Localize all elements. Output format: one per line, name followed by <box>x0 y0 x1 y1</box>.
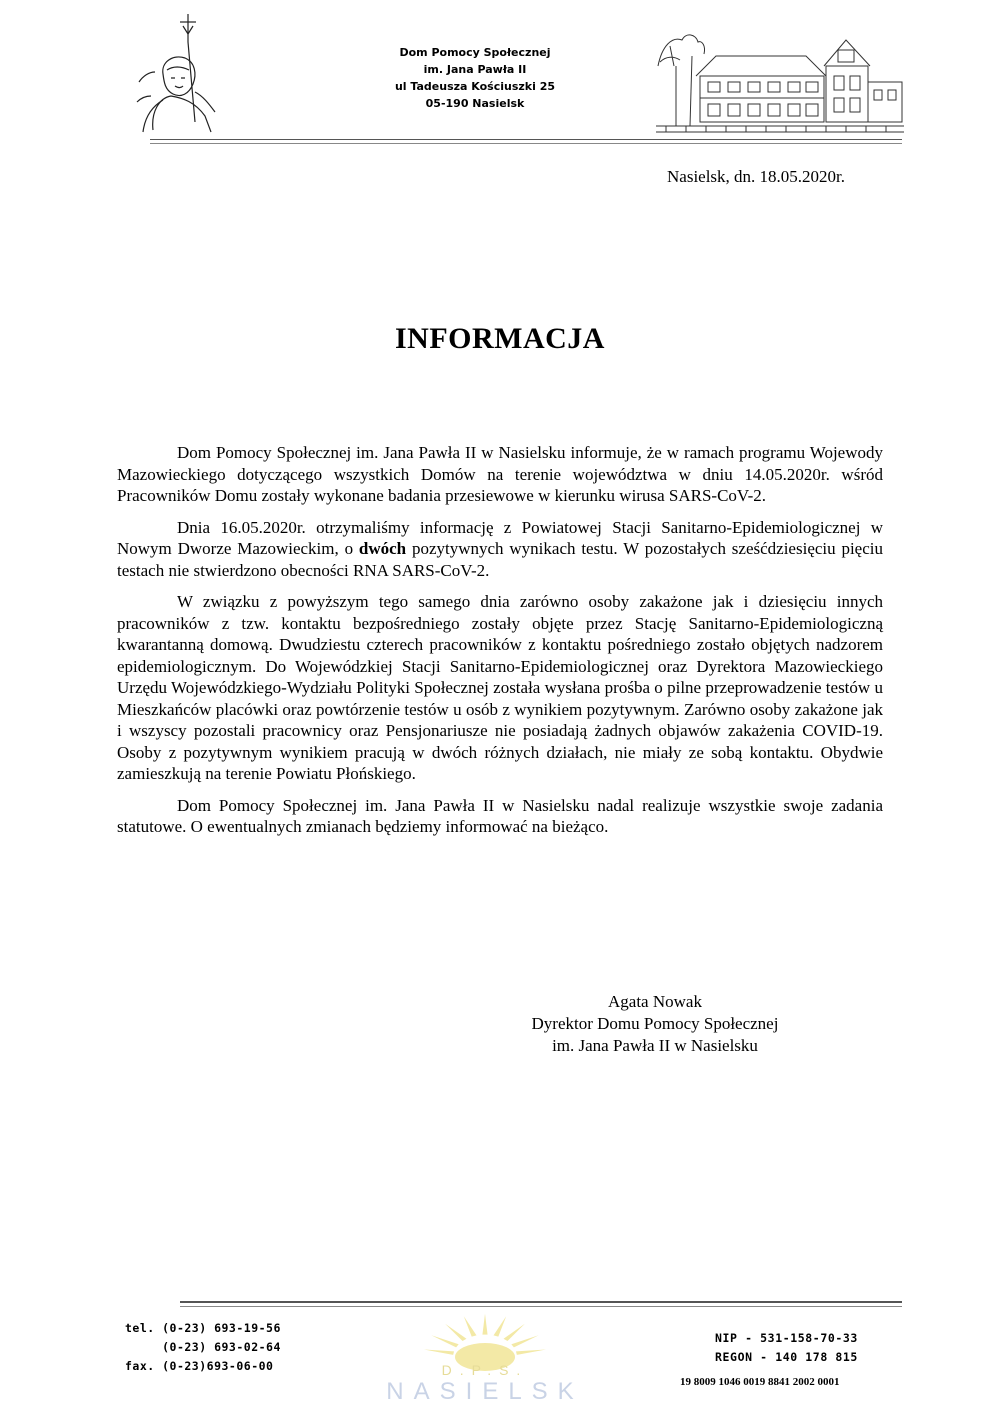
logo-sun-ray <box>445 1324 466 1341</box>
paragraph-4: Dom Pomocy Społecznej im. Jana Pawła II w Nasielsku nadal realizuje wszystkie swoje zadania statutowe. O ewentualnych zmianach będziemy informować na bieżąco. <box>117 795 883 836</box>
paragraph-2-start: Dnia 16.05.2020r. otrzymaliśmy informację z Powiatowej Stacji Sanitarno-Epidemiologicznej w Nowym Dworze Mazowieckim, o <box>117 517 883 558</box>
paragraph-2 <box>117 517 883 582</box>
signatory-org: im. Jana Pawła II w Nasielsku <box>552 1036 758 1055</box>
letter-date: Nasielsk, dn. 18.05.2020r. <box>667 167 846 186</box>
nip-number: NIP - 531-158-70-33 <box>715 1331 858 1345</box>
tax-ids <box>715 1329 858 1367</box>
fax: fax. (0-23)693-06-00 <box>125 1359 274 1373</box>
logo-sun-ray <box>482 1314 487 1335</box>
document-title: INFORMACJA <box>395 322 605 355</box>
logo-sun-ray <box>516 1349 546 1354</box>
building-drawing <box>656 26 904 134</box>
header-rule <box>150 139 902 140</box>
logo-sun-ray <box>431 1335 458 1347</box>
org-street: ul Tadeusza Kościuszki 25 <box>394 80 556 93</box>
phone-2: (0-23) 693-02-64 <box>125 1340 281 1354</box>
logo-dps-text: D.P.S. <box>441 1362 529 1378</box>
contact-phones <box>125 1319 281 1376</box>
signature-block <box>505 991 805 1057</box>
logo-sun-ray <box>494 1316 507 1336</box>
org-name: Dom Pomocy Społecznej <box>399 46 551 59</box>
letter-body <box>117 442 883 848</box>
signatory-name: Agata Nowak <box>608 992 702 1011</box>
paragraph-2-end: pozytywnych wynikach testu. W pozostałych sześćdziesięciu pięciu testach nie stwierdzono obecności RNA SARS-CoV-2. <box>117 539 883 580</box>
logo-nasielsk-text: NASIELSK <box>386 1378 584 1403</box>
regon-number: REGON - 140 178 815 <box>715 1350 858 1364</box>
org-postal: 05-190 Nasielsk <box>425 97 525 110</box>
logo-sun-ray <box>511 1335 538 1347</box>
header-rule-thin <box>150 143 902 144</box>
signatory-role: Dyrektor Domu Pomocy Społecznej <box>531 1014 779 1033</box>
paragraph-2-bold: dwóch <box>358 539 407 558</box>
bank-account: 19 8009 1046 0019 8841 2002 0001 <box>680 1376 840 1388</box>
footer-rule-thin <box>180 1306 902 1307</box>
dps-nasielsk-logo <box>335 1313 635 1403</box>
pope-drawing <box>133 12 228 134</box>
organization-header <box>360 44 590 112</box>
phone-1: tel. (0-23) 693-19-56 <box>125 1321 281 1335</box>
logo-sun-ray <box>504 1324 525 1341</box>
logo-sun-ray <box>464 1316 477 1336</box>
footer-rule <box>180 1301 902 1303</box>
org-patron: im. Jana Pawła II <box>423 63 527 76</box>
paragraph-1: Dom Pomocy Społecznej im. Jana Pawła II w Nasielsku informuje, że w ramach programu Wojewody Mazowieckiego dotyczącego wszystkich Domów na terenie województwa w dniu 14.05.2020r. wśród Pracowników Domu zostały wykonane badania przesiewowe w kierunku wirusa SARS-CoV-2. <box>117 443 883 505</box>
logo-sun-ray <box>424 1349 454 1354</box>
paragraph-3: W związku z powyższym tego samego dnia zarówno osoby zakażone jak i dziesięciu innych pracowników z tzw. kontaktu bezpośredniego zostały objęte przez Stację Sanitarno-Epidemiologiczną kwarantanną domową. Dwudziestu czterech pracowników z kontaktu pośredniego zostało objętych nadzorem epidemiologicznym. Do Wojewódzkiej Stacji Sanitarno-Epidemiologicznej oraz Dyrektora Mazowieckiego Urzędu Wojewódzkiego-Wydziału Polityki Społecznej została wysłana prośba o pilne przeprowadzenie testów u Mieszkańców placówki oraz powtórzenie testów u osób z wynikiem pozytywnym. Zarówno osoby zakażone jak i wszyscy pozostali pracownicy oraz Pensjonariusze nie posiadają żadnych objawów zakażenia COVID-19. Osoby z pozytywnym wynikiem pracują w dwóch różnych działach, nie miały ze sobą kontaktu. Obydwie zamieszkują na terenie Powiatu Płońskiego. <box>117 592 883 783</box>
